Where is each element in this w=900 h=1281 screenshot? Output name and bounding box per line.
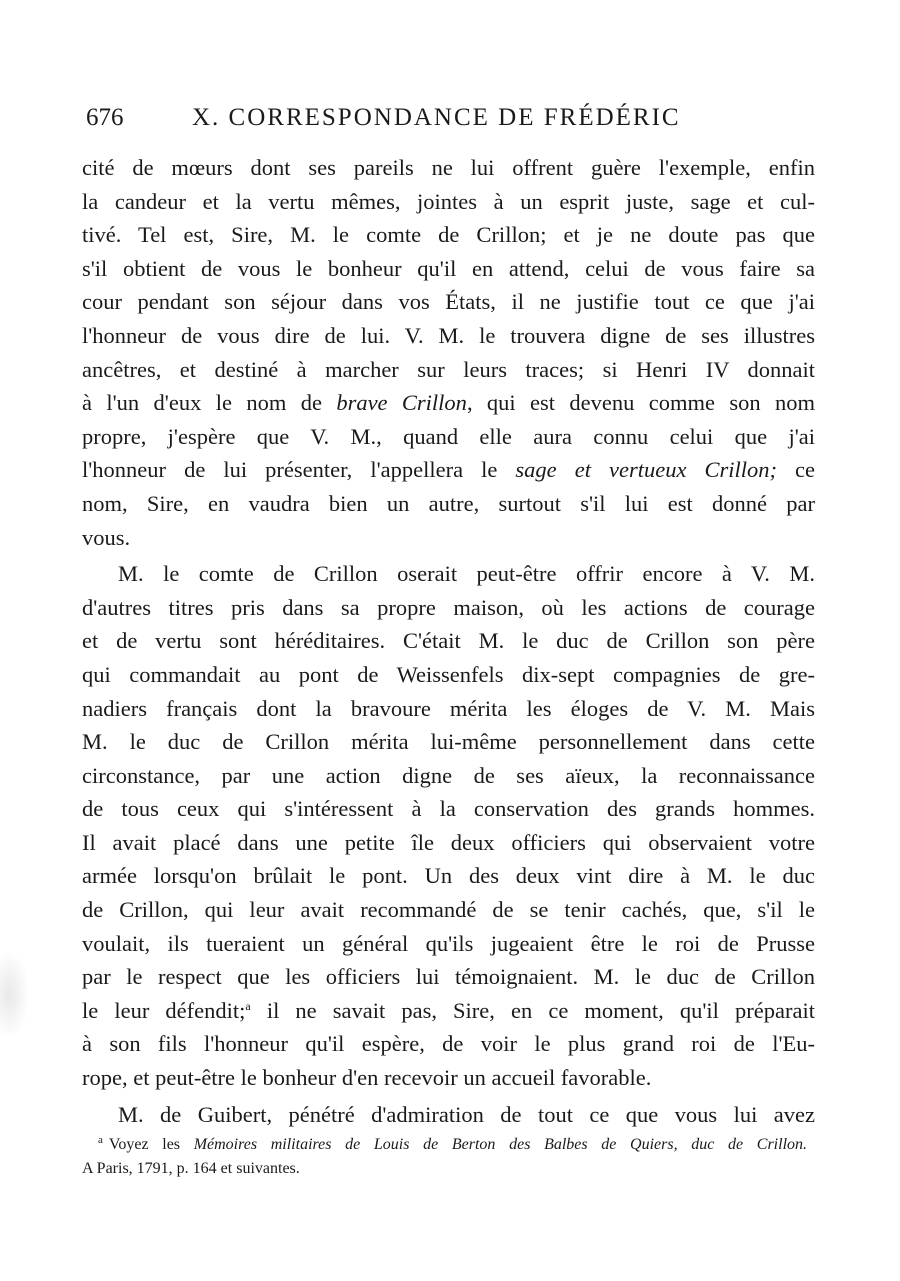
footnote-text: Voyez les: [108, 1136, 194, 1153]
footnote-marker: a: [98, 1134, 103, 1146]
text-line: Il avait placé dans une petite île deux officiers qui observaient votre: [82, 829, 815, 855]
text-line: cour pendant son séjour dans vos États, il ne justifie tout ce que j'ai: [82, 289, 815, 315]
text-line: cité de mœurs dont ses pareils ne lui offrent guère l'exemple, enfin: [82, 155, 815, 180]
text-segment: il ne savait pas, Sire, en ce moment, qu'il préparait: [250, 997, 815, 1023]
text-line: [82, 994, 815, 1028]
text-line: par le respect que les officiers lui témoignaient. M. le duc de Crillon: [82, 964, 815, 990]
footnote-italic-title: Mémoires militaires de Louis de Berton des Balbes de Quiers, duc de Crillon.: [193, 1136, 808, 1153]
text-line: tivé. Tel est, Sire, M. le comte de Crillon; et je ne doute pas que: [82, 222, 815, 248]
text-line: s'il obtient de vous le bonheur qu'il en attend, celui de vous faire sa: [82, 255, 815, 281]
text-segment: le leur défendit;: [82, 997, 246, 1023]
text-line: M. le duc de Crillon mérita lui-même personnellement dans cette: [82, 729, 815, 755]
text-line: d'autres titres pris dans sa propre maison, où les actions de courage: [82, 594, 815, 620]
running-title: X. CORRESPONDANCE DE FRÉDÉRIC: [192, 104, 681, 131]
footnote-reference: a: [245, 998, 251, 1013]
page-number: 676: [86, 104, 124, 131]
text-line: [82, 386, 815, 420]
text-segment: , qui est devenu comme son nom: [466, 390, 816, 416]
text-segment: l'honneur de lui présenter, l'appellera le: [82, 457, 516, 483]
text-line: l'honneur de vous dire de lui. V. M. le trouvera digne de ses illustres: [82, 322, 815, 348]
text-line: [82, 453, 815, 487]
paragraph-3: [82, 1098, 815, 1132]
body-text: [82, 151, 815, 1131]
text-segment: ce: [776, 457, 815, 483]
text-line: la candeur et la vertu mêmes, jointes à un esprit juste, sage et cul-: [82, 188, 815, 214]
text-line: voulait, ils tueraient un général qu'ils jugeaient être le roi de Prusse: [82, 930, 815, 956]
text-line: et de vertu sont héréditaires. C'était M. le duc de Crillon son père: [82, 628, 815, 654]
footnote-line: A Paris, 1791, p. 164 et suivantes.: [82, 1160, 300, 1177]
text-line: M. de Guibert, pénétré d'admiration de tout ce que vous lui avez: [118, 1101, 815, 1127]
text-line: M. le comte de Crillon oserait peut-être offrir encore à V. M.: [118, 561, 815, 587]
text-line: de tous ceux qui s'intéressent à la conservation des grands hommes.: [82, 796, 815, 822]
text-line: vous.: [82, 524, 131, 550]
italic-phrase: sage et vertueux Crillon;: [515, 457, 777, 483]
text-line: qui commandait au pont de Weissenfels dix-sept compagnies de gre-: [82, 661, 815, 687]
text-line: ancêtres, et destiné à marcher sur leurs traces; si Henri IV donnait: [82, 356, 815, 382]
text-line: rope, et peut-être le bonheur d'en recevoir un accueil favorable.: [82, 1065, 652, 1091]
paragraph-2: [82, 557, 815, 1095]
text-line: à son fils l'honneur qu'il espère, de voir le plus grand roi de l'Eu-: [82, 1031, 815, 1057]
paper-blemish: [0, 950, 30, 1040]
text-line: nom, Sire, en vaudra bien un autre, surtout s'il lui est donné par: [82, 490, 815, 516]
text-line: circonstance, par une action digne de ses aïeux, la reconnaissance: [82, 762, 815, 788]
text-line: nadiers français dont la bravoure mérita les éloges de V. M. Mais: [82, 695, 815, 721]
footnotes: [82, 1133, 807, 1181]
text-line: armée lorsqu'on brûlait le pont. Un des deux vint dire à M. le duc: [82, 863, 815, 889]
text-line: propre, j'espère que V. M., quand elle aura connu celui que j'ai: [82, 423, 815, 449]
italic-phrase: brave Crillon: [336, 390, 467, 416]
footnote-line: [82, 1133, 807, 1157]
paragraph-1: [82, 151, 815, 554]
running-header: [86, 104, 826, 138]
text-line: de Crillon, qui leur avait recommandé de se tenir cachés, que, s'il le: [82, 897, 815, 923]
text-segment: à l'un d'eux le nom de: [82, 390, 337, 416]
